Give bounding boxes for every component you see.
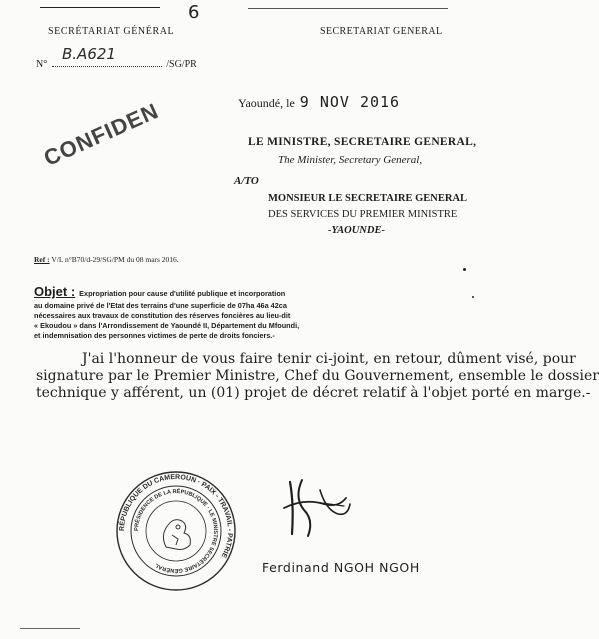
handwritten-reference-number: B.A621 — [62, 45, 116, 63]
header-left-title: SECRÉTARIAT GÉNÉRAL — [48, 26, 175, 37]
handwritten-mark: 6 — [188, 2, 200, 23]
sender-title-french: LE MINISTRE, SECRETAIRE GENERAL, — [248, 136, 477, 148]
header-right-title: SECRETARIAT GENERAL — [320, 26, 443, 37]
body-line-1: J'ai l'honneur de vous faire tenir ci-joint, en retour, dûment visé, pour — [82, 351, 576, 367]
seal-inner-text: PRÉSIDENCE DE LA RÉPUBLIQUE · LE MINISTRE SECRÉTAIRE GÉNÉRAL — [133, 488, 219, 574]
addressee-line-2: DES SERVICES DU PREMIER MINISTRE — [268, 209, 458, 220]
reference-suffix: /SG/PR — [166, 59, 197, 70]
sender-title-english: The Minister, Secretary General, — [278, 154, 423, 166]
body-line-2: signature par le Premier Ministre, Chef du Gouvernement, ensemble le dossier — [36, 368, 599, 384]
scan-line-top — [40, 7, 160, 8]
subject-label: Objet : — [34, 284, 76, 299]
letter-body — [36, 351, 599, 402]
subject-line-3: nécessaires aux travaux de constitution des réserves foncières au lieu-dit — [34, 311, 291, 320]
date-line — [238, 93, 400, 111]
scan-dot — [463, 268, 466, 271]
reference-dotted-line — [52, 66, 162, 67]
date-stamp: 9 NOV 2016 — [299, 93, 401, 111]
subject-line-4: « Ekoudou » dans l'Arrondissement de Yaoundé II, Département du Mfoundi, — [34, 321, 300, 330]
ref-text: V/L n°B70/d-29/SG/PM du 08 mars 2016. — [51, 255, 179, 264]
subject-line-5: et indemnisation des personnes victimes de perte de droits fonciers.- — [34, 331, 275, 340]
handwritten-signature — [276, 472, 366, 542]
scan-line-top-right — [248, 8, 448, 9]
addressee-line-3: -YAOUNDE- — [328, 225, 385, 236]
subject-line-2: au domaine privé de l'Etat des terrains d'une superficie de 07ha 46a 42ca — [34, 301, 287, 310]
signatory-name: Ferdinand NGOH NGOH — [262, 560, 420, 575]
subject-line-1: Expropriation pour cause d'utilité publique et incorporation — [79, 289, 286, 298]
previous-letter-reference — [34, 255, 179, 264]
official-seal — [114, 469, 238, 593]
reference-number-line — [36, 59, 197, 70]
addressee-prefix: A/TO — [234, 175, 259, 187]
seal-outer-text: RÉPUBLIQUE DU CAMEROUN · PAIX - TRAVAIL - PATRIE — [118, 473, 234, 559]
seal-emblem-icon — [163, 520, 190, 550]
ref-label: Ref : — [34, 255, 50, 264]
subject-block — [34, 283, 334, 341]
confidential-stamp: CONFIDEN — [40, 98, 163, 171]
scan-dot — [472, 296, 474, 298]
reference-no-label: N° — [36, 59, 48, 70]
scan-line-bottom — [20, 628, 80, 629]
body-line-3: technique y afférent, un (01) projet de décret relatif à l'objet porté en marge.- — [36, 385, 591, 401]
date-place-prefix: Yaoundé, le — [238, 96, 295, 110]
addressee-line-1: MONSIEUR LE SECRETAIRE GENERAL — [268, 193, 468, 204]
subject-text — [34, 301, 334, 341]
